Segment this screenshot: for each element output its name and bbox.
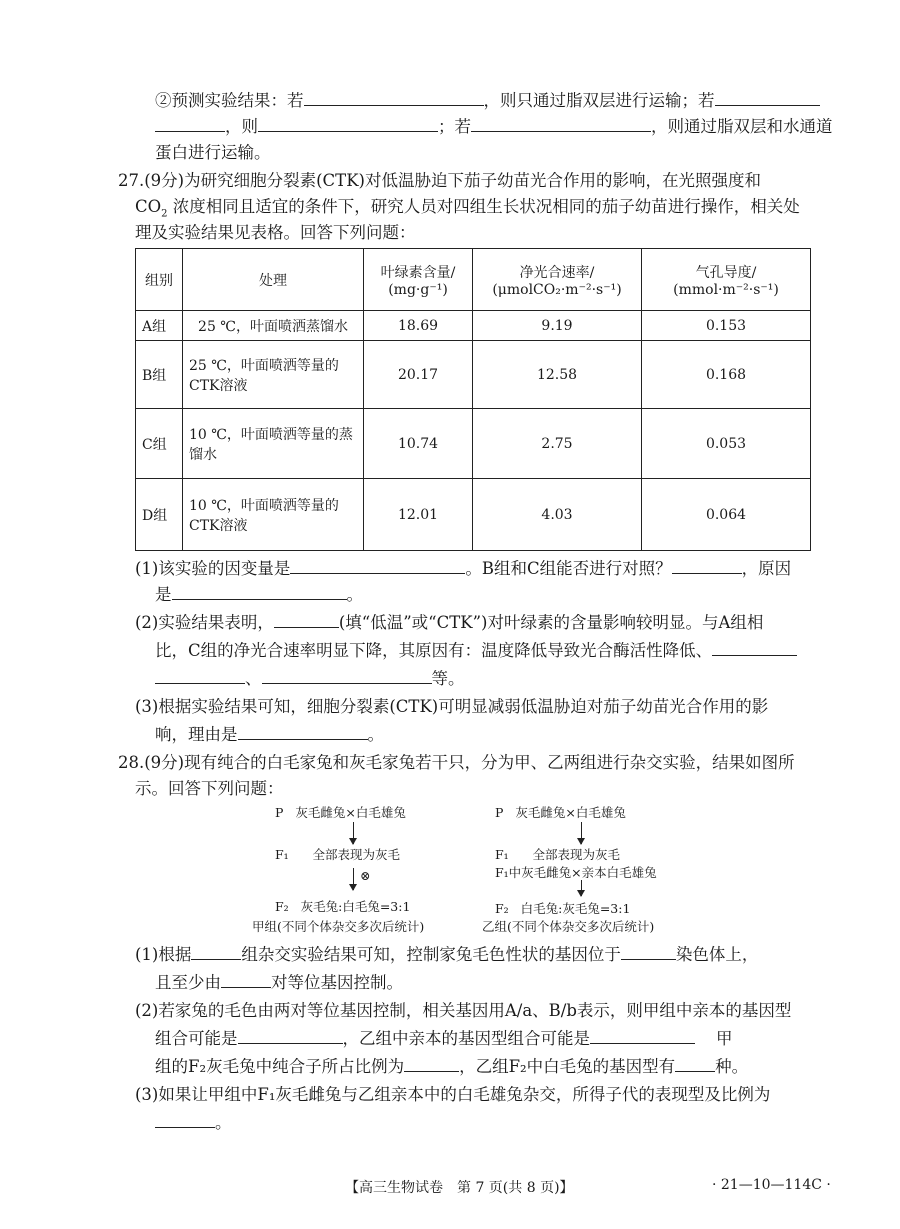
header-label: 叶绿素含量/	[380, 264, 456, 281]
text: 比，C组的净光合速率明显下降，其原因有：温度降低导致光合酶活性降低、	[155, 641, 713, 660]
cell: 10.74	[364, 409, 473, 479]
header-cell	[642, 249, 811, 311]
text: (1)该实验的因变量是	[135, 559, 291, 578]
cell: 4.03	[473, 479, 642, 551]
label-p: P	[495, 805, 504, 820]
answer-blank[interactable]	[715, 90, 820, 106]
text: 等。	[431, 669, 465, 688]
f1-text: 全部表现为灰毛	[312, 847, 401, 862]
arrow-down-icon	[581, 822, 582, 844]
subscript: 2	[161, 208, 168, 220]
header-cell	[473, 249, 642, 311]
page-footer-title: 【高三生物试卷 第 7 页(共 8 页)】	[345, 1180, 574, 1196]
text: ，原因	[741, 559, 792, 578]
cell: B组	[136, 341, 183, 409]
answer-blank[interactable]	[274, 612, 339, 628]
diagram-caption: 乙组(不同个体杂交多次后统计)	[482, 919, 655, 934]
text: ，乙组中亲本的基因型组合可能是	[342, 1029, 590, 1048]
header-label: 净光合速率/	[519, 264, 595, 281]
arrow-down-icon	[581, 880, 582, 896]
text: 种。	[715, 1057, 749, 1076]
f2-text: 灰毛兔:白毛兔=3:1	[300, 899, 411, 914]
answer-blank[interactable]	[712, 640, 797, 656]
answer-blank[interactable]	[238, 1028, 343, 1044]
text: (2)若家兔的毛色由两对等位基因控制，相关基因用A/a、B/b表示，则甲组中亲本的基因型	[135, 1001, 792, 1020]
text: CO	[135, 197, 162, 216]
header-label: 气孔导度/	[695, 264, 757, 281]
cell: 10 ℃，叶面喷洒等量的CTK溶液	[183, 479, 364, 551]
text: 组的F₂灰毛兔中纯合子所占比例为	[155, 1057, 405, 1076]
backcross-text: F₁中灰毛雌兔×亲本白毛雄兔	[495, 865, 657, 880]
f1-text: 全部表现为灰毛	[532, 847, 621, 862]
table-row	[136, 311, 811, 341]
table-header	[136, 249, 811, 311]
label-f2: F₂	[495, 901, 509, 916]
answer-blank[interactable]	[471, 116, 651, 132]
answer-blank[interactable]	[621, 944, 676, 960]
text: 。	[346, 585, 363, 604]
question-number: 27.	[118, 171, 145, 190]
cross-text: 灰毛雌兔×白毛雄兔	[295, 805, 406, 820]
answer-blank[interactable]	[590, 1028, 695, 1044]
text: (2)实验结果表明，	[135, 613, 274, 632]
answer-blank[interactable]	[675, 1056, 715, 1072]
label-f2: F₂	[275, 899, 289, 914]
header-cell: 组别	[136, 249, 183, 311]
text: (9分)为研究细胞分裂素(CTK)对低温胁迫下茄子幼苗光合作用的影响，在光照强度和	[144, 171, 761, 190]
cell: 0.168	[642, 341, 811, 409]
text: 甲	[715, 1029, 733, 1048]
text: 蛋白进行运输。	[155, 143, 271, 162]
text: ，则通过脂双层和水通道	[651, 117, 833, 136]
text: (3)根据实验结果可知，细胞分裂素(CTK)可明显减弱低温胁迫对茄子幼苗光合作用的影	[135, 697, 769, 716]
text: ，乙组F₂中白毛兔的基因型有	[459, 1057, 676, 1076]
page-footer-code: · 21—10—114C ·	[712, 1177, 831, 1193]
header-unit: (mmol·m⁻²·s⁻¹)	[673, 281, 779, 298]
text: 。	[367, 725, 384, 744]
cell: 25 ℃，叶面喷洒等量的CTK溶液	[183, 341, 364, 409]
cell: 0.153	[642, 311, 811, 341]
table-row	[136, 409, 811, 479]
cell: A组	[136, 311, 183, 341]
text: 响，理由是	[155, 725, 238, 744]
text: 、	[245, 669, 262, 688]
answer-blank[interactable]	[238, 724, 368, 740]
text: 示。回答下列问题：	[135, 779, 284, 798]
cell: 12.58	[473, 341, 642, 409]
answer-blank[interactable]	[172, 584, 347, 600]
text: 是	[155, 585, 172, 604]
f2-text: 白毛兔:灰毛兔=3:1	[520, 901, 631, 916]
cell: 0.053	[642, 409, 811, 479]
text: 对等位基因控制。	[271, 973, 403, 992]
answer-blank[interactable]	[262, 668, 432, 684]
answer-blank[interactable]	[155, 668, 245, 684]
header-unit: (μmolCO₂·m⁻²·s⁻¹)	[492, 281, 622, 298]
text: ，则	[225, 117, 258, 136]
label-p: P	[275, 805, 284, 820]
text: 理及实验结果见表格。回答下列问题：	[135, 223, 416, 242]
header-cell: 处理	[183, 249, 364, 311]
answer-blank[interactable]	[221, 972, 271, 988]
text: (3)如果让甲组中F₁灰毛雌兔与乙组亲本中的白毛雄兔杂交，所得子代的表现型及比例为	[135, 1085, 771, 1104]
cross-text: 灰毛雌兔×白毛雄兔	[515, 805, 626, 820]
table-row	[136, 479, 811, 551]
text: ；若	[438, 117, 471, 136]
cell: C组	[136, 409, 183, 479]
cell: D组	[136, 479, 183, 551]
answer-blank[interactable]	[191, 944, 241, 960]
diagram-caption: 甲组(不同个体杂交多次后统计)	[252, 919, 425, 934]
text: 且至少由	[155, 973, 221, 992]
text: (9分)现有纯合的白毛家兔和灰毛家兔若干只，分为甲、乙两组进行杂交实验，结果如图所	[144, 753, 795, 772]
header-cell	[364, 249, 473, 311]
answer-blank[interactable]	[404, 1056, 459, 1072]
arrow-down-icon	[353, 868, 354, 890]
question-number: 28.	[118, 753, 145, 772]
answer-blank[interactable]	[258, 116, 438, 132]
text: (1)根据	[135, 945, 192, 964]
answer-blank[interactable]	[155, 1112, 215, 1128]
label-f1: F₁	[495, 847, 509, 862]
header-unit: (mg·g⁻¹)	[388, 281, 448, 298]
text: ②预测实验结果：若	[155, 91, 304, 110]
selfing-icon: ⊗	[360, 868, 371, 883]
cell: 9.19	[473, 311, 642, 341]
text: ，则只通过脂双层进行运输；若	[483, 91, 715, 110]
answer-blank[interactable]	[304, 90, 484, 106]
text: 。	[215, 1113, 232, 1132]
results-table	[135, 248, 811, 551]
text: 浓度相同且适宜的条件下，研究人员对四组生长状况相同的茄子幼苗进行操作，相关处	[167, 197, 800, 216]
text: (填“低温”或“CTK”)对叶绿素的含量影响较明显。与A组相	[338, 613, 764, 632]
cell: 10 ℃，叶面喷洒等量的蒸馏水	[183, 409, 364, 479]
text: 。B组和C组能否进行对照？	[465, 559, 672, 578]
cell: 25 ℃，叶面喷洒蒸馏水	[183, 311, 364, 341]
arrow-down-icon	[353, 822, 354, 844]
cell: 2.75	[473, 409, 642, 479]
text: 组合可能是	[155, 1029, 238, 1048]
cell: 18.69	[364, 311, 473, 341]
cell: 20.17	[364, 341, 473, 409]
table-row	[136, 341, 811, 409]
answer-blank[interactable]	[290, 558, 465, 574]
label-f1: F₁	[275, 847, 289, 862]
answer-blank[interactable]	[672, 558, 742, 574]
text: 组杂交实验结果可知，控制家兔毛色性状的基因位于	[241, 945, 621, 964]
answer-blank[interactable]	[155, 116, 225, 132]
cell: 12.01	[364, 479, 473, 551]
text: 染色体上，	[675, 945, 759, 964]
cell: 0.064	[642, 479, 811, 551]
